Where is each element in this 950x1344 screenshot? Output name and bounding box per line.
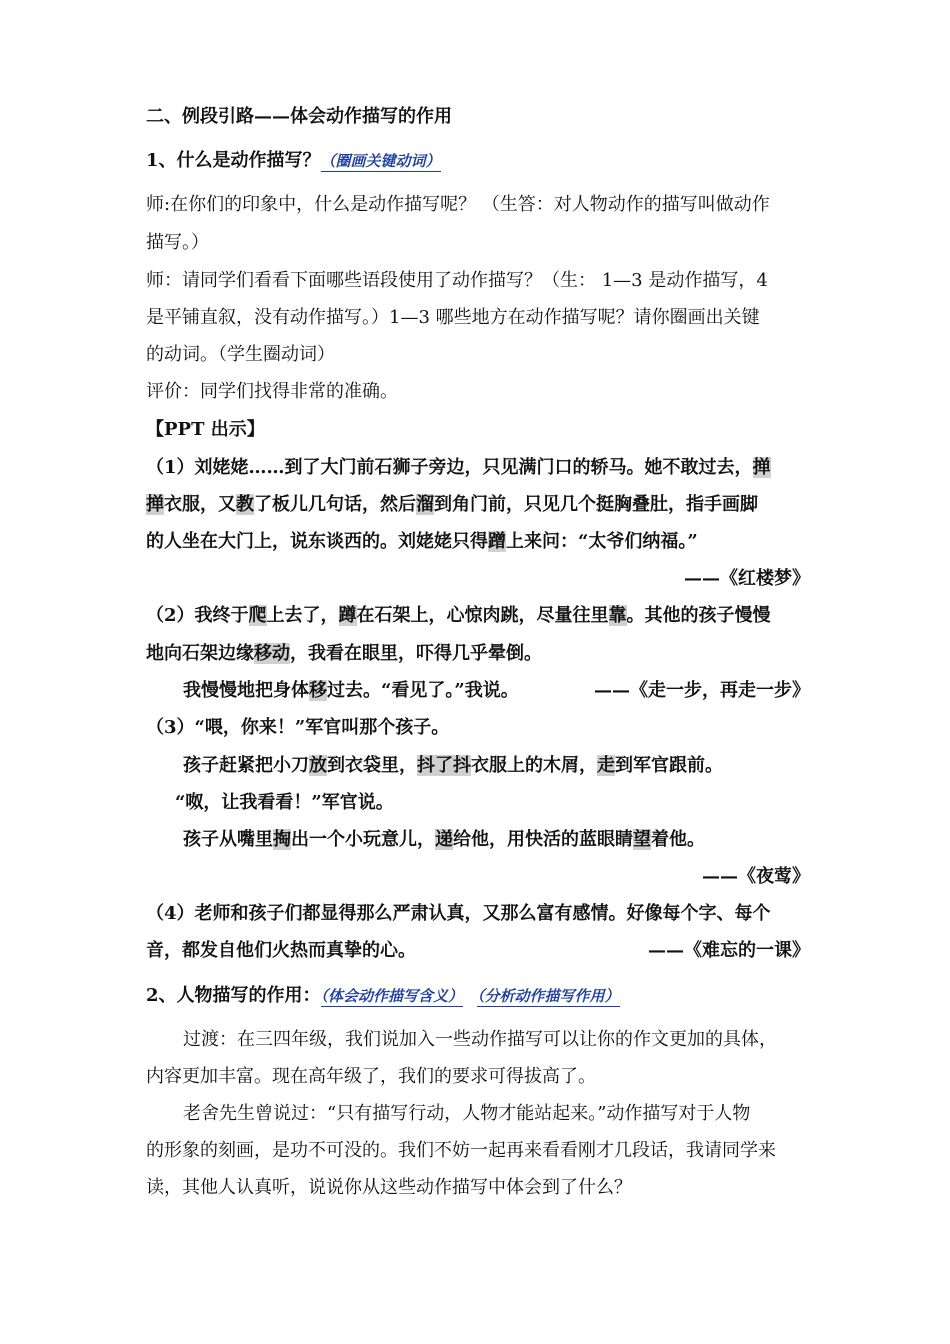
text: 过去。“看见了。”我说。 <box>327 680 519 701</box>
text: 上来问：“太爷们纳福。” <box>506 531 698 552</box>
passage-1-line-2 <box>146 492 758 518</box>
intro-line-4: 是平铺直叙，没有动作描写。）1—3 哪些地方在动作描写呢？请你圈画出关键 <box>146 307 760 328</box>
intro-line-5: 的动词。（学生圈动词） <box>146 344 335 365</box>
highlight-verb: 蹲 <box>338 605 357 626</box>
closing-line-2: 内容更加丰富。现在高年级了，我们的要求可得拔高了。 <box>146 1066 596 1087</box>
highlight-verb: 爬 <box>248 605 267 626</box>
highlight-verb: 掸 <box>146 494 164 515</box>
text: ，我看在眼里，吓得几乎晕倒。 <box>290 643 542 664</box>
passage-1-source: ——《红楼梦》 <box>684 568 810 589</box>
text: 上去了， <box>266 605 339 626</box>
section-title: 二、例段引路——体会动作描写的作用 <box>146 106 452 127</box>
text: 到衣袋里， <box>327 755 417 776</box>
closing-line-4: 的形象的刻画，是功不可没的。我们不妨一起再来看看刚才几段话，我请同学来 <box>146 1140 776 1161</box>
question-2-note-2: （分析动作描写作用） <box>477 987 620 1005</box>
ppt-label: 【PPT 出示】 <box>146 419 265 440</box>
highlight-verb: 抖了抖 <box>417 755 471 776</box>
passage-1-line-3 <box>146 529 698 555</box>
text: 到军官跟前。 <box>615 755 723 776</box>
text: 着他。 <box>651 829 705 850</box>
highlight-verb: 放 <box>309 755 327 776</box>
text: （1）刘姥姥……到了大门前石狮子旁边，只见满门口的轿马。她不敢过去， <box>146 457 753 478</box>
highlight-verb: 教 <box>236 494 254 515</box>
passage-3-line-4 <box>183 827 705 853</box>
question-2 <box>146 983 620 1009</box>
passage-4-line-2: 音，都发自他们火热而真挚的心。 <box>146 940 416 961</box>
highlight-verb: 递 <box>435 829 453 850</box>
question-2-heading: 2、人物描写的作用： <box>146 985 321 1006</box>
text: 给他，用快活的蓝眼睛 <box>453 829 633 850</box>
passage-2-source: ——《走一步，再走一步》 <box>594 680 810 701</box>
text: 了板儿几句话，然后 <box>254 494 416 515</box>
highlight-verb: 走 <box>597 755 615 776</box>
question-1-heading: 1、什么是动作描写？ <box>146 150 321 171</box>
passage-2-line-2 <box>146 641 542 667</box>
question-2-note-1: （体会动作描写含义） <box>320 987 464 1005</box>
text: 衣服上的木屑， <box>471 755 597 776</box>
passage-2-line-3 <box>183 678 519 704</box>
passage-3-line-1: （3）“喂，你来！”军官叫那个孩子。 <box>146 717 450 738</box>
closing-line-3: 老舍先生曾说过：“只有描写行动，人物才能站起来。”动作描写对于人物 <box>183 1103 751 1124</box>
closing-line-5: 读，其他人认真听，说说你从这些动作描写中体会到了什么？ <box>146 1177 632 1198</box>
intro-line-3: 师：请同学们看看下面哪些语段使用了动作描写？（生： 1—3 是动作描写，4 <box>146 270 768 291</box>
passage-4-line-1: （4）老师和孩子们都显得那么严肃认真，又那么富有感情。好像每个字、每个 <box>146 903 771 924</box>
text: （2）我终于 <box>146 605 249 626</box>
text: 在石架上，心惊肉跳，尽量往里 <box>356 605 609 626</box>
highlight-verb: 移动 <box>254 643 290 664</box>
question-1 <box>146 148 441 174</box>
highlight-verb: 掏 <box>273 829 291 850</box>
intro-line-2: 描写。） <box>146 232 209 253</box>
highlight-verb: 溜 <box>416 494 434 515</box>
text: 地向石架边缘 <box>146 643 254 664</box>
highlight-verb: 蹭 <box>488 531 506 552</box>
passage-3-source: ——《夜莺》 <box>702 866 810 887</box>
question-1-note: （圈画关键动词） <box>320 152 441 170</box>
highlight-verb: 靠 <box>608 605 627 626</box>
text: 孩子从嘴里 <box>183 829 273 850</box>
passage-1-line-1 <box>146 455 771 481</box>
intro-line-6: 评价：同学们找得非常的准确。 <box>146 381 398 402</box>
passage-3-line-3: “呶，让我看看！”军官说。 <box>175 792 394 813</box>
passage-4-source: ——《难忘的一课》 <box>648 940 810 961</box>
highlight-verb: 移 <box>309 680 327 701</box>
passage-2-line-1 <box>146 603 771 629</box>
text: 我慢慢地把身体 <box>183 680 309 701</box>
text: 到角门前，只见几个挺胸叠肚，指手画脚 <box>434 494 758 515</box>
text: 出一个小玩意儿， <box>291 829 435 850</box>
text: 的人坐在大门上，说东谈西的。刘姥姥只得 <box>146 531 488 552</box>
text: 孩子赶紧把小刀 <box>183 755 309 776</box>
intro-line-1: 师:在你们的印象中，什么是动作描写呢？ （生答：对人物动作的描写叫做动作 <box>146 194 770 215</box>
highlight-verb: 掸 <box>752 457 771 478</box>
passage-3-line-2 <box>183 753 723 779</box>
closing-line-1: 过渡：在三四年级，我们说加入一些动作描写可以让你的作文更加的具体， <box>183 1029 777 1050</box>
text: 衣服，又 <box>164 494 236 515</box>
highlight-verb: 望 <box>633 829 651 850</box>
text: 。其他的孩子慢慢 <box>626 605 771 626</box>
